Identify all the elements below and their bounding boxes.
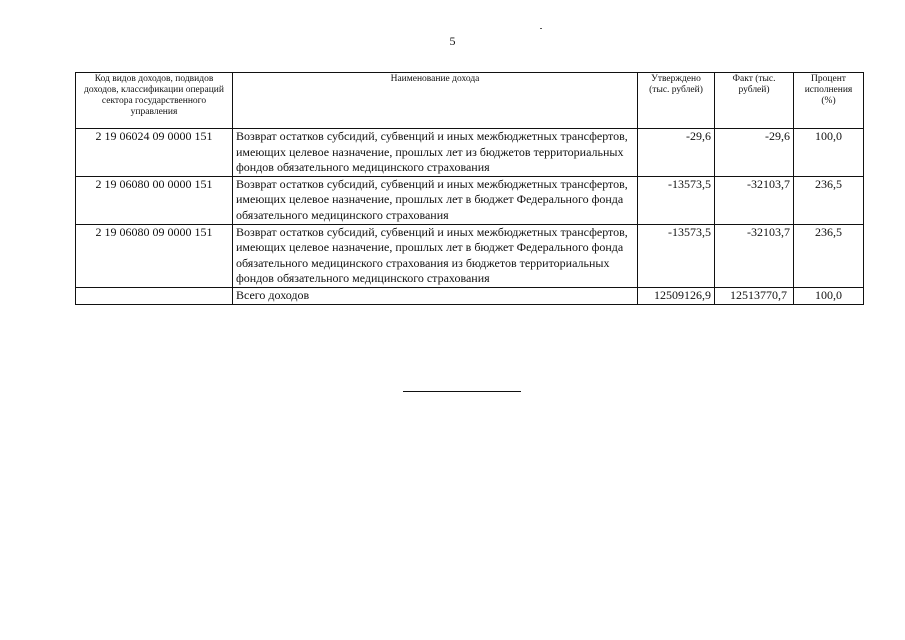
header-fact: Факт (тыс. рублей) (715, 73, 794, 129)
row-code: 2 19 06080 00 0000 151 (76, 176, 233, 224)
header-code: Код видов доходов, подвидов доходов, классификации операций сектора государственного управления (76, 73, 233, 129)
header-name: Наименование дохода (233, 73, 638, 129)
row-name-text: Возврат остатков субсидий, субвенций и иных межбюджетных трансфертов, имеющих целевое назначение, прошлых лет в бюджет Федерального фонда обязательного медицинского страхования из бюджетов территориальных фондов обязательного медицинского страхования (236, 224, 628, 286)
total-label: Всего доходов (233, 287, 638, 304)
total-row (76, 287, 864, 304)
row-approved: -29,6 (638, 129, 715, 177)
row-percent: 100,0 (794, 129, 864, 177)
header-approved: Утверждено (тыс. рублей) (638, 73, 715, 129)
total-code-empty (76, 287, 233, 304)
income-table (75, 72, 864, 305)
total-fact: 12513770,7 (715, 287, 794, 304)
row-percent: 236,5 (794, 176, 864, 224)
row-approved: -13573,5 (638, 176, 715, 224)
row-approved: -13573,5 (638, 224, 715, 287)
table-row (76, 129, 864, 177)
table-header-row (76, 73, 864, 129)
row-name (233, 176, 638, 224)
end-rule (403, 391, 521, 392)
row-fact: -32103,7 (715, 224, 794, 287)
header-percent: Процент исполнения (%) (794, 73, 864, 129)
row-code: 2 19 06080 09 0000 151 (76, 224, 233, 287)
page-number: 5 (449, 34, 456, 48)
row-percent: 236,5 (794, 224, 864, 287)
row-name (233, 129, 638, 177)
row-name-text: Возврат остатков субсидий, субвенций и иных межбюджетных трансфертов, имеющих целевое назначение, прошлых лет из бюджетов территориальных фондов обязательного медицинского страхования (236, 129, 628, 175)
row-code: 2 19 06024 09 0000 151 (76, 129, 233, 177)
row-name (233, 224, 638, 287)
table-row (76, 176, 864, 224)
scan-speck (540, 28, 542, 29)
table-row (76, 224, 864, 287)
row-name-text: Возврат остатков субсидий, субвенций и иных межбюджетных трансфертов, имеющих целевое назначение, прошлых лет в бюджет Федерального фонда обязательного медицинского страхования (236, 176, 628, 222)
total-percent: 100,0 (794, 287, 864, 304)
row-fact: -32103,7 (715, 176, 794, 224)
total-approved: 12509126,9 (638, 287, 715, 304)
row-fact: -29,6 (715, 129, 794, 177)
